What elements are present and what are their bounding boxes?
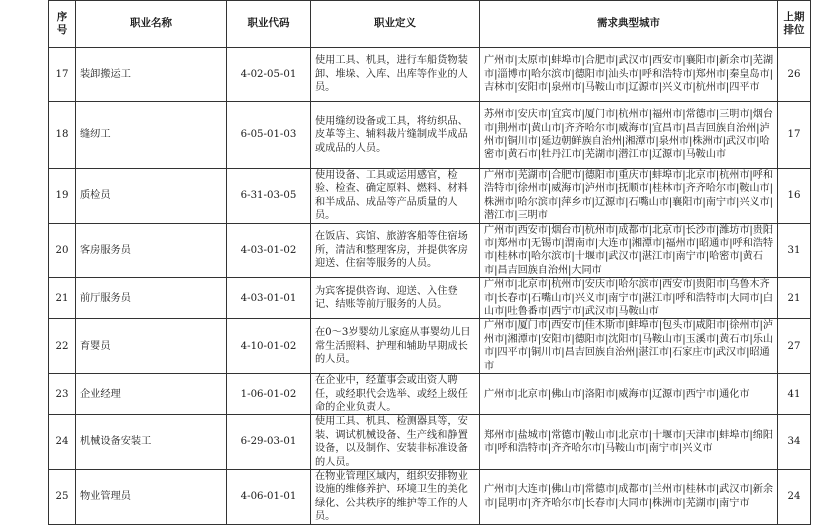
row-definition: 使用设备、工具或运用感官，检验、检查、确定原料、燃料、材料和半成品、成品等产品质量的人员。 <box>311 169 480 224</box>
row-occupation-code: 4-02-05-01 <box>227 48 311 102</box>
header-occupation-code: 职业代码 <box>227 1 311 48</box>
table-row <box>49 415 811 470</box>
header-no: 序号 <box>49 1 76 48</box>
header-previous-rank <box>778 1 811 48</box>
row-cities: 广州市|芜湖市|合肥市|德阳市|重庆市|蚌埠市|北京市|杭州市|呼和浩特市|徐州市|威海市|泸州市|抚顺市|桂林市|齐齐哈尔市|鞍山市|株洲市|哈尔滨市|萍乡市|辽源市|石嘴山市|襄阳市|南宁市|兴义市|潜江市|三明市 <box>480 169 778 224</box>
table-row <box>49 223 811 278</box>
row-previous-rank: 17 <box>778 102 811 169</box>
header-occupation-definition: 职业定义 <box>311 1 480 48</box>
row-occupation-name: 物业管理员 <box>76 469 227 524</box>
table-row <box>49 319 811 374</box>
row-no: 17 <box>49 48 76 102</box>
row-occupation-code: 4-10-01-02 <box>227 319 311 374</box>
row-definition: 使用缝纫设备或工具，将纺织品、皮革等主、辅料裁片缝制成半成品或成品的人员。 <box>311 102 480 169</box>
row-no: 24 <box>49 415 76 470</box>
row-no: 25 <box>49 469 76 524</box>
row-occupation-code: 6-05-01-03 <box>227 102 311 169</box>
row-occupation-name: 质检员 <box>76 169 227 224</box>
row-previous-rank: 21 <box>778 278 811 319</box>
row-no: 23 <box>49 374 76 415</box>
row-previous-rank: 27 <box>778 319 811 374</box>
row-previous-rank: 31 <box>778 223 811 278</box>
row-cities: 郑州市|盐城市|常德市|鞍山市|北京市|十堰市|天津市|蚌埠市|绵阳市|呼和浩特市|齐齐哈尔市|马鞍山市|南宁市|兴义市 <box>480 415 778 470</box>
row-definition: 在饭店、宾馆、旅游客船等住宿场所，清洁和整理客房，并提供客房迎送、住宿等服务的人员。 <box>311 223 480 278</box>
header-occupation-name: 职业名称 <box>76 1 227 48</box>
row-occupation-name: 客房服务员 <box>76 223 227 278</box>
row-occupation-code: 6-29-03-01 <box>227 415 311 470</box>
row-occupation-code: 6-31-03-05 <box>227 169 311 224</box>
occupation-table-page <box>48 0 805 523</box>
header-rank-line2: 排位 <box>783 24 805 36</box>
row-occupation-name: 装卸搬运工 <box>76 48 227 102</box>
row-occupation-code: 1-06-01-02 <box>227 374 311 415</box>
row-previous-rank: 26 <box>778 48 811 102</box>
row-cities: 广州市|北京市|杭州市|安庆市|哈尔滨市|西安市|贵阳市|乌鲁木齐市|长春市|石嘴山市|兴义市|南宁市|湛江市|呼和浩特市|大同市|白山市|吐鲁番市|西宁市|武汉市|马鞍山市 <box>480 278 778 319</box>
table-row <box>49 278 811 319</box>
row-occupation-name: 机械设备安装工 <box>76 415 227 470</box>
row-cities: 广州市|大连市|佛山市|常德市|成都市|兰州市|桂林市|武汉市|新余市|昆明市|齐齐哈尔市|长春市|大同市|株洲市|芜湖市|南宁市 <box>480 469 778 524</box>
row-cities: 广州市|北京市|佛山市|洛阳市|威海市|辽源市|西宁市|通化市 <box>480 374 778 415</box>
row-previous-rank: 41 <box>778 374 811 415</box>
occupation-demand-table <box>48 0 811 525</box>
row-definition: 在企业中，经董事会或出资人聘任，或经职代会选举、或经上级任命的企业负责人。 <box>311 374 480 415</box>
row-no: 18 <box>49 102 76 169</box>
row-occupation-code: 4-03-01-02 <box>227 223 311 278</box>
row-previous-rank: 34 <box>778 415 811 470</box>
row-no: 19 <box>49 169 76 224</box>
row-no: 21 <box>49 278 76 319</box>
row-occupation-name: 缝纫工 <box>76 102 227 169</box>
row-cities: 广州市|西安市|烟台市|杭州市|成都市|北京市|长沙市|潍坊市|贵阳市|郑州市|无锡市|渭南市|大连市|湘潭市|福州市|昭通市|呼和浩特市|桂林市|哈尔滨市|十堰市|武汉市|湛江市|南宁市|哈密市|黄石市|昌吉回族自治州|大同市 <box>480 223 778 278</box>
row-occupation-name: 企业经理 <box>76 374 227 415</box>
row-definition: 使用工具、机具，进行车船货物装卸、堆垛、入库、出库等作业的人员。 <box>311 48 480 102</box>
table-row <box>49 48 811 102</box>
row-definition: 使用工具、机具、检测器具等，安装、调试机械设备、生产线和静置设备，以及制作、安装非标准设备的人员。 <box>311 415 480 470</box>
row-previous-rank: 24 <box>778 469 811 524</box>
table-row <box>49 102 811 169</box>
row-definition: 在0～3岁婴幼儿家庭从事婴幼儿日常生活照料、护理和辅助早期成长的人员。 <box>311 319 480 374</box>
table-header-row <box>49 1 811 48</box>
row-cities: 苏州市|安庆市|宜宾市|厦门市|杭州市|福州市|常德市|三明市|烟台市|荆州市|黄山市|齐齐哈尔市|威海市|宜昌市|昌吉回族自治州|泸州市|铜川市|延边朝鲜族自治州|湘潭市|泉州市|株洲市|武汉市|哈密市|黄石市|牡丹江市|芜湖市|潜江市|辽源市|马鞍山市 <box>480 102 778 169</box>
table-row <box>49 469 811 524</box>
row-previous-rank: 16 <box>778 169 811 224</box>
row-definition: 在物业管理区域内，组织安排物业设施的维修养护、环境卫生的美化绿化、公共秩序的维护等工作的人员。 <box>311 469 480 524</box>
row-definition: 为宾客提供咨询、迎送、入住登记、结账等前厅服务的人员。 <box>311 278 480 319</box>
row-no: 20 <box>49 223 76 278</box>
row-occupation-code: 4-06-01-01 <box>227 469 311 524</box>
table-row <box>49 169 811 224</box>
header-typical-cities: 需求典型城市 <box>480 1 778 48</box>
header-rank-line1: 上期 <box>783 10 805 23</box>
row-cities: 广州市|厦门市|西安市|佳木斯市|蚌埠市|包头市|咸阳市|徐州市|泸州市|湘潭市|安阳市|德阳市|沈阳市|马鞍山市|玉溪市|黄石市|乐山市|四平市|铜川市|昌吉回族自治州|湛江市|石家庄市|武汉市|昭通市 <box>480 319 778 374</box>
row-occupation-name: 前厅服务员 <box>76 278 227 319</box>
row-occupation-name: 育婴员 <box>76 319 227 374</box>
row-no: 22 <box>49 319 76 374</box>
table-row <box>49 374 811 415</box>
row-occupation-code: 4-03-01-01 <box>227 278 311 319</box>
row-cities: 广州市|太原市|蚌埠市|合肥市|武汉市|西安市|襄阳市|新余市|芜湖市|淄博市|哈尔滨市|德阳市|汕头市|呼和浩特市|郑州市|秦皇岛市|吉林市|安阳市|泉州市|马鞍山市|辽源市|兴义市|杭州市|四平市 <box>480 48 778 102</box>
